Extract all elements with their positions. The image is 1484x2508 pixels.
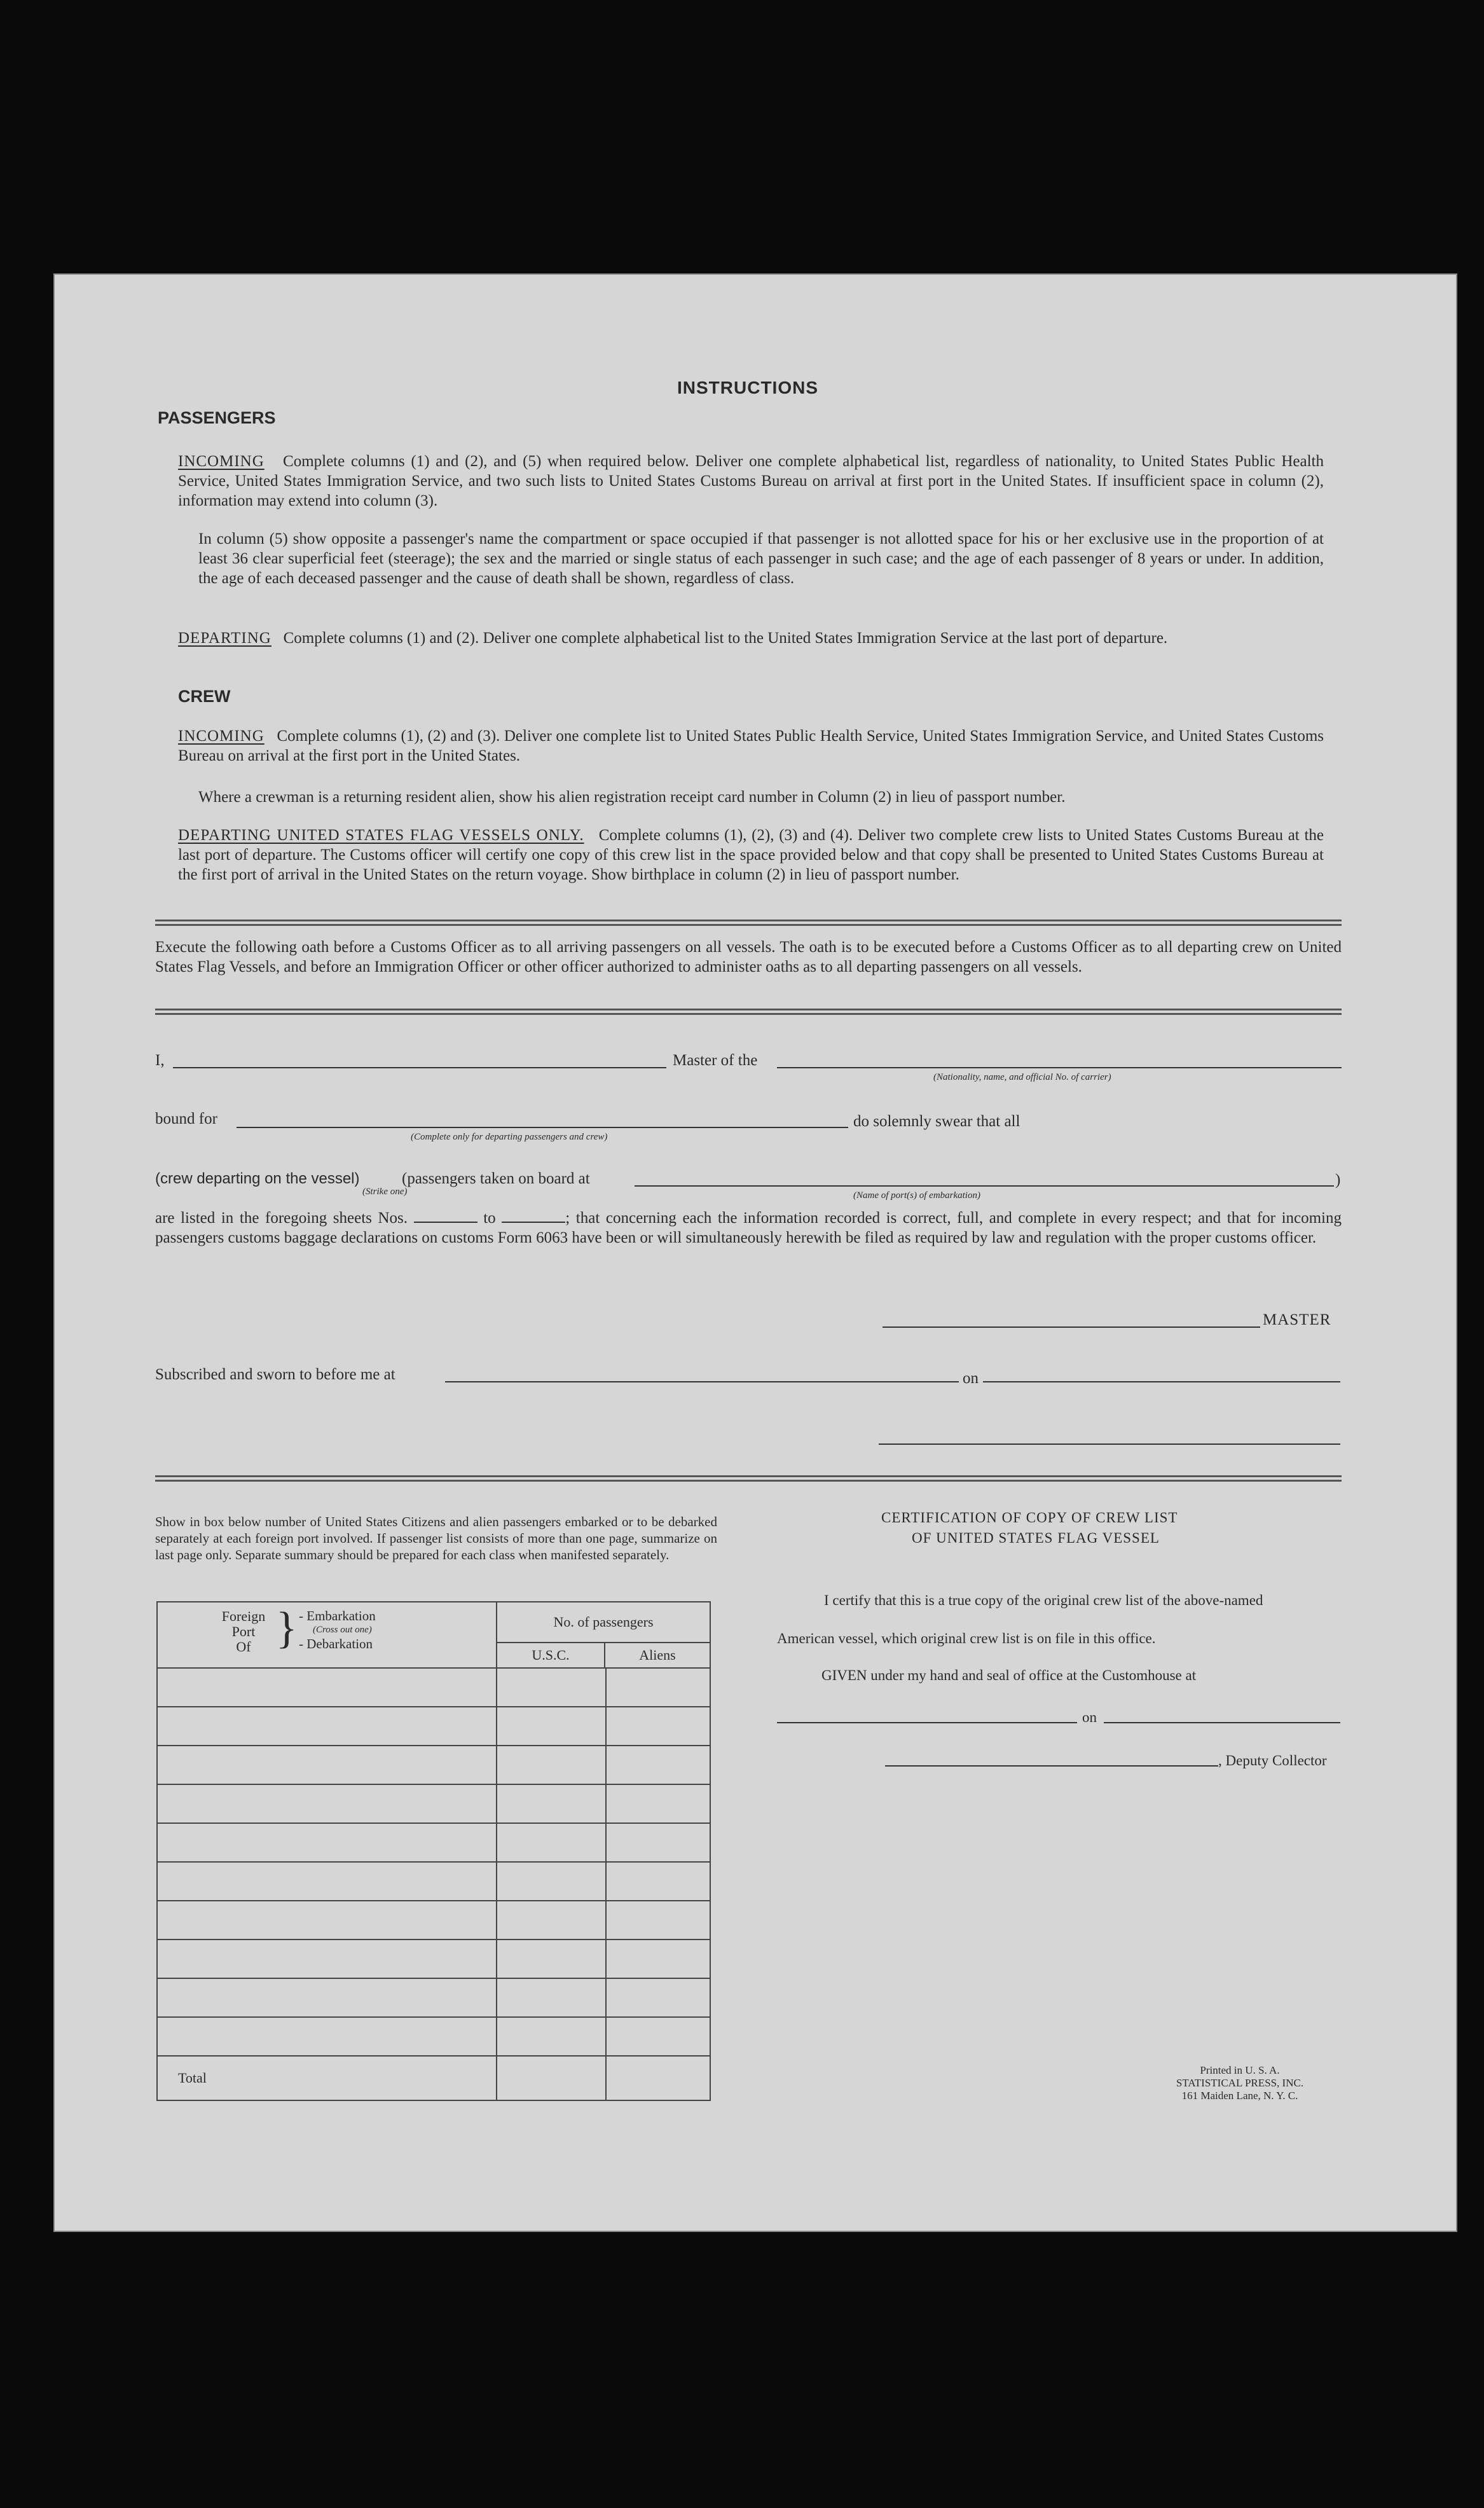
table-row <box>157 1746 710 1784</box>
usc-cell[interactable] <box>497 1746 606 1784</box>
column5-paragraph: In column (5) show opposite a passenger's name the compartment or space occupied if that passenger is not allotted space for his or her exclusive use in the proportion of at least 36 clear superficial feet (steerage); the sex and the married or single status of each passenger in such case; and the age of each passenger of 8 years or under. In addition, the age of each deceased passenger and the cause of death shall be shown, regardless of class. <box>198 530 1324 587</box>
carrier-hint: (Nationality, name, and official No. of carrier) <box>933 1072 1111 1082</box>
passengers-incoming-paragraph <box>178 451 1324 511</box>
crew-incoming-paragraph <box>178 726 1324 766</box>
aliens-header: Aliens <box>639 1647 676 1663</box>
bound-hint: (Complete only for departing passengers and crew) <box>411 1132 608 1142</box>
port-cell[interactable] <box>157 1862 497 1901</box>
table-row <box>157 2017 710 2056</box>
officer-signature-field[interactable] <box>879 1443 1340 1445</box>
certification-title-1: CERTIFICATION OF COPY OF CREW LIST <box>881 1510 1178 1526</box>
certify-line-1: I certify that this is a true copy of the original crew list of the above-named <box>824 1592 1263 1608</box>
instructions-heading: INSTRUCTIONS <box>677 378 818 397</box>
usc-cell[interactable] <box>497 1668 606 1707</box>
printer-line-2: STATISTICAL PRESS, INC. <box>1176 2077 1304 2089</box>
table-row <box>157 1707 710 1746</box>
listed-text-b: ; that concerning each the information recorded is correct, full, and complete in every respect; and that for incoming passengers customs baggage declarations on customs Form 6063 have been or will simultaneously herewith be filed as required by law and regulation with the proper customs officer. <box>155 1209 1342 1246</box>
oath-statement <box>155 1208 1342 1248</box>
given-line: GIVEN under my hand and seal of office at the Customhouse at <box>821 1667 1197 1683</box>
sheet-to-field[interactable] <box>502 1209 565 1223</box>
certification-title-2: OF UNITED STATES FLAG VESSEL <box>912 1530 1160 1546</box>
usc-cell[interactable] <box>497 1862 606 1901</box>
crew-departing-label: DEPARTING UNITED STATES FLAG VESSELS ONLY. <box>178 827 584 844</box>
aliens-cell[interactable] <box>606 1668 710 1707</box>
aliens-cell[interactable] <box>606 1823 710 1862</box>
aliens-cell[interactable] <box>606 1978 710 2017</box>
passengers-incoming-label: INCOMING <box>178 453 265 470</box>
port-cell[interactable] <box>157 1707 497 1746</box>
summary-intro: Show in box below number of United States Citizens and alien passengers embarked or to be debarked separately at each foreign port involved. If passenger list consists of more than one page, summarize on last page only. Separate summary should be prepared for each class when manifested separately. <box>155 1514 717 1562</box>
sworn-on-label: on <box>963 1370 979 1387</box>
table-row <box>157 1784 710 1823</box>
crew-resident-paragraph: Where a crewman is a returning resident alien, show his alien registration receipt card number in Column (2) in lieu of passport number. <box>198 789 1066 806</box>
sheet-from-field[interactable] <box>414 1209 477 1223</box>
swear-label: do solemnly swear that all <box>853 1113 1020 1130</box>
passengers-departing-text: Complete columns (1) and (2). Deliver one complete alphabetical list to the United States Immigration Service at the last port of departure. <box>283 630 1168 647</box>
passenger-summary-table <box>156 1601 711 2101</box>
bound-for-label: bound for <box>155 1110 217 1127</box>
brace-icon: } <box>276 1604 298 1653</box>
usc-header: U.S.C. <box>497 1643 605 1667</box>
port-cell[interactable] <box>157 1668 497 1707</box>
aliens-cell[interactable] <box>606 1940 710 1978</box>
table-row <box>157 1940 710 1978</box>
embarkation-label: - Embarkation <box>299 1608 376 1623</box>
sworn-place-field[interactable] <box>445 1381 959 1382</box>
embarkation-ports-field[interactable] <box>635 1185 1334 1187</box>
table-row <box>157 1978 710 2017</box>
to-label: to <box>483 1209 496 1227</box>
no-passengers-header <box>497 1602 710 1668</box>
carrier-field[interactable] <box>777 1067 1342 1068</box>
passengers-departing-label: DEPARTING <box>178 630 271 647</box>
close-paren: ) <box>1335 1171 1341 1189</box>
usc-cell[interactable] <box>497 1901 606 1940</box>
foreign-port-header <box>157 1602 497 1668</box>
printer-line-1: Printed in U. S. A. <box>1200 2064 1280 2076</box>
deputy-signature-field[interactable] <box>885 1765 1218 1767</box>
aliens-cell[interactable] <box>606 1784 710 1823</box>
aliens-cell[interactable] <box>606 1862 710 1901</box>
ports-hint: (Name of port(s) of embarkation) <box>853 1190 980 1201</box>
of-label: Of <box>236 1639 251 1655</box>
printer-line-3: 161 Maiden Lane, N. Y. C. <box>1181 2090 1298 2102</box>
bound-for-field[interactable] <box>237 1127 848 1128</box>
usc-cell[interactable] <box>497 1823 606 1862</box>
master-name-field[interactable] <box>173 1067 666 1068</box>
sworn-date-field[interactable] <box>983 1381 1340 1382</box>
passengers-heading: PASSENGERS <box>158 408 276 427</box>
strike-one-hint: (Strike one) <box>362 1187 408 1197</box>
deputy-collector-label: , Deputy Collector <box>1218 1753 1327 1768</box>
master-label: MASTER <box>1263 1311 1331 1328</box>
port-cell[interactable] <box>157 1784 497 1823</box>
divider <box>155 1009 1342 1015</box>
usc-cell[interactable] <box>497 2017 606 2056</box>
table-row <box>157 1823 710 1862</box>
total-label: Total <box>157 2056 497 2100</box>
aliens-cell[interactable] <box>606 1707 710 1746</box>
port-label: Port <box>231 1623 256 1639</box>
aliens-cell[interactable] <box>606 2017 710 2056</box>
passengers-taken-option[interactable]: (passengers taken on board at <box>402 1170 590 1187</box>
aliens-cell[interactable] <box>606 1746 710 1784</box>
customhouse-field[interactable] <box>777 1722 1077 1723</box>
port-cell[interactable] <box>157 1746 497 1784</box>
port-cell[interactable] <box>157 1823 497 1862</box>
divider <box>155 920 1342 926</box>
crew-incoming-text: Complete columns (1), (2) and (3). Deliver one complete list to United States Public Health Service, United States Immigration Service, and United States Customs Bureau on arrival at the first port in the United States. <box>178 727 1324 764</box>
table-row <box>157 1901 710 1940</box>
port-cell[interactable] <box>157 1901 497 1940</box>
total-usc-cell[interactable] <box>497 2056 606 2100</box>
usc-cell[interactable] <box>497 1940 606 1978</box>
subscribed-label: Subscribed and sworn to before me at <box>155 1366 395 1383</box>
no-passengers-label: No. of passengers <box>497 1602 710 1643</box>
crew-departing-option[interactable]: (crew departing on the vessel) <box>155 1170 360 1187</box>
table-row <box>157 1862 710 1901</box>
master-signature-field[interactable] <box>883 1326 1260 1328</box>
usc-cell[interactable] <box>497 1784 606 1823</box>
foreign-label: Foreign <box>221 1608 266 1624</box>
aliens-cell[interactable] <box>606 1901 710 1940</box>
crew-heading: CREW <box>178 687 231 706</box>
passengers-incoming-text: Complete columns (1) and (2), and (5) when required below. Deliver one complete alphabetical list, regardless of nationality, to United States Public Health Service, United States Immigration Service, and two such lists to United States Customs Bureau on arrival at first port in the United States. If insufficient space in column (2), information may extend into column (3). <box>178 453 1324 509</box>
master-of-the-label: Master of the <box>673 1052 758 1069</box>
passengers-departing-paragraph <box>178 628 1324 648</box>
table-row <box>157 1668 710 1707</box>
crew-incoming-label: INCOMING <box>178 727 265 745</box>
usc-cell[interactable] <box>497 1707 606 1746</box>
oath-intro: Execute the following oath before a Customs Officer as to all arriving passengers on all vessels. The oath is to be executed before a Customs Officer as to all departing crew on United States Flag Vessels, and before an Immigration Officer or other officer authorized to administer oaths as to all departing passengers on all vessels. <box>155 939 1342 975</box>
port-cell[interactable] <box>157 1940 497 1978</box>
cert-on-label: on <box>1082 1709 1097 1725</box>
port-cell[interactable] <box>157 1978 497 2017</box>
oath-i: I, <box>155 1052 165 1069</box>
crew-departing-text: Complete columns (1), (2), (3) and (4). Deliver two complete crew lists to United States Customs Bureau at the last port of departure. The Customs officer will certify one copy of this crew list in the space provided below and that copy shall be presented to United States Customs Bureau at the first port of arrival in the United States on the return voyage. Show birthplace in column (2) in lieu of passport number. <box>178 827 1324 883</box>
printer-imprint <box>1132 2064 1348 2102</box>
cross-out-hint: (Cross out one) <box>313 1625 372 1635</box>
usc-cell[interactable] <box>497 1978 606 2017</box>
divider <box>155 1475 1342 1482</box>
cert-date-field[interactable] <box>1104 1722 1340 1723</box>
port-cell[interactable] <box>157 2017 497 2056</box>
crew-departing-paragraph <box>178 825 1324 885</box>
debarkation-label: - Debarkation <box>299 1636 373 1651</box>
total-aliens-cell[interactable] <box>606 2056 710 2100</box>
certify-line-2: American vessel, which original crew list is on file in this office. <box>777 1630 1156 1646</box>
listed-text-a: are listed in the foregoing sheets Nos. <box>155 1209 408 1227</box>
